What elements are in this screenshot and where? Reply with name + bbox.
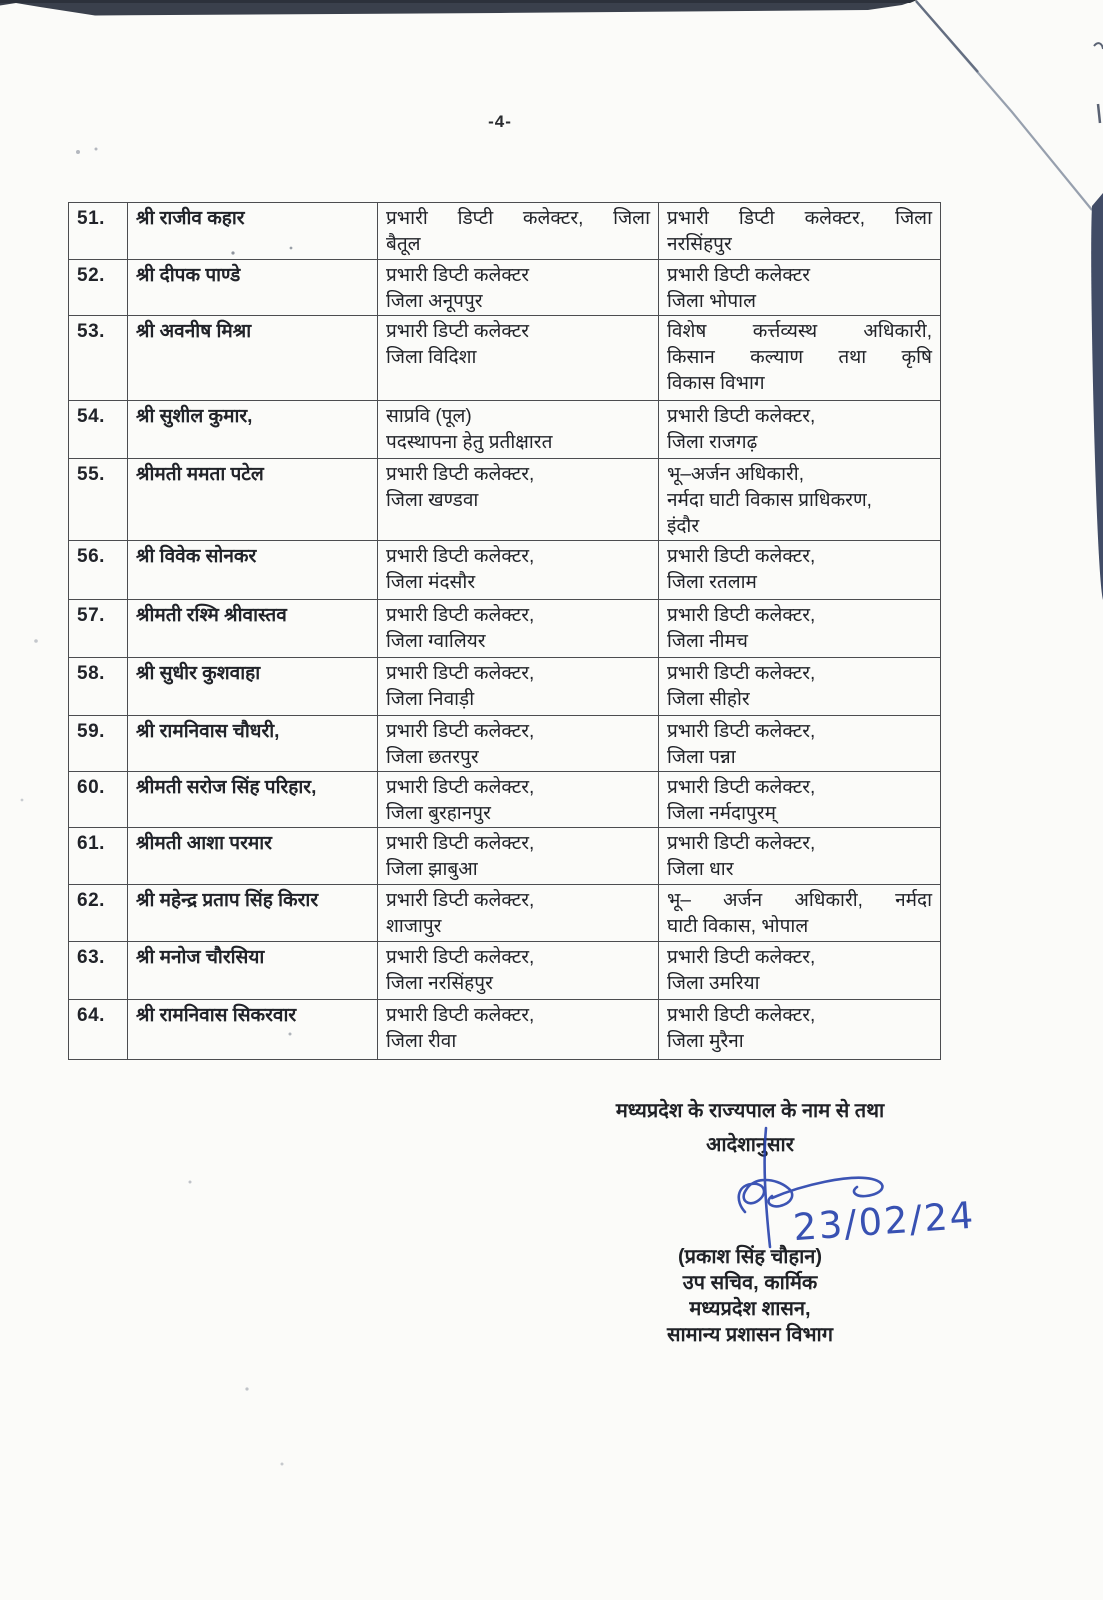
posting-line: प्रभारी डिप्टी कलेक्टर, <box>667 546 816 567</box>
official-name-cell: श्री मनोज चौरसिया <box>128 942 378 1000</box>
posting-line: भू– अर्जन अधिकारी, नर्मदा <box>667 890 932 911</box>
posting-line: प्रभारी डिप्टी कलेक्टर, जिला <box>667 208 932 229</box>
posting-line: प्रभारी डिप्टी कलेक्टर, <box>386 890 535 911</box>
official-name-cell: श्री सुधीर कुशवाहा <box>128 658 378 716</box>
handwritten-date: 23/02/24 <box>791 1193 977 1250</box>
serial-number-cell: 59. <box>69 716 128 772</box>
posting-line: प्रभारी डिप्टी कलेक्टर, <box>386 1005 535 1026</box>
current-posting-cell <box>378 459 659 541</box>
right-edge-background-sliver <box>1091 193 1103 600</box>
posting-line: बैतूल <box>386 234 421 255</box>
signatory-government: मध्यप्रदेश शासन, <box>689 1298 811 1320</box>
posting-line: प्रभारी डिप्टी कलेक्टर, <box>667 406 816 427</box>
official-name-cell: श्री रामनिवास चौधरी, <box>128 716 378 772</box>
posting-line: जिला रतलाम <box>667 572 757 593</box>
table-row <box>69 828 941 885</box>
posting-line: प्रभारी डिप्टी कलेक्टर, <box>667 663 816 684</box>
posting-line: जिला झाबुआ <box>386 859 478 880</box>
posting-line: प्रभारी डिप्टी कलेक्टर, <box>386 777 535 798</box>
posting-line: प्रभारी डिप्टी कलेक्टर, <box>386 833 535 854</box>
posting-line: जिला रीवा <box>386 1031 457 1052</box>
posting-line: प्रभारी डिप्टी कलेक्टर, <box>386 721 535 742</box>
posting-line: जिला विदिशा <box>386 347 477 368</box>
official-name-cell: श्रीमती आशा परमार <box>128 828 378 885</box>
serial-number-cell: 60. <box>69 772 128 828</box>
posting-line: जिला नीमच <box>667 631 748 652</box>
table-row <box>69 541 941 600</box>
posting-line: प्रभारी डिप्टी कलेक्टर, <box>386 546 535 567</box>
new-posting-cell <box>659 260 941 316</box>
serial-number-cell: 53. <box>69 316 128 401</box>
current-posting-cell <box>378 828 659 885</box>
posting-line: प्रभारी डिप्टी कलेक्टर, <box>667 721 816 742</box>
official-name-cell: श्री विवेक सोनकर <box>128 541 378 600</box>
posting-line: जिला निवाड़ी <box>386 689 475 710</box>
new-posting-cell <box>659 541 941 600</box>
signatory-designation: उप सचिव, कार्मिक <box>682 1272 818 1294</box>
official-name-cell: श्री रामनिवास सिकरवार <box>128 1000 378 1060</box>
official-name-cell: श्री सुशील कुमार, <box>128 401 378 459</box>
posting-line: नर्मदा घाटी विकास प्राधिकरण, <box>667 490 872 511</box>
officials-table <box>68 202 941 1060</box>
top-scan-band-core <box>0 0 917 3</box>
table-row <box>69 401 941 459</box>
table-row <box>69 203 941 260</box>
posting-line: जिला सीहोर <box>667 689 750 710</box>
current-posting-cell <box>378 260 659 316</box>
table-row <box>69 885 941 942</box>
posting-line: प्रभारी डिप्टी कलेक्टर, <box>667 833 816 854</box>
officials-table-wrap <box>68 202 940 1060</box>
posting-line: नरसिंहपुर <box>667 234 732 255</box>
current-posting-cell <box>378 541 659 600</box>
table-row <box>69 260 941 316</box>
new-posting-cell <box>659 203 941 260</box>
posting-line: घाटी विकास, भोपाल <box>667 916 809 937</box>
current-posting-cell <box>378 203 659 260</box>
posting-line: जिला उमरिया <box>667 973 760 994</box>
new-posting-cell <box>659 459 941 541</box>
new-posting-cell <box>659 600 941 658</box>
serial-number-cell: 54. <box>69 401 128 459</box>
posting-line: जिला मंदसौर <box>386 572 476 593</box>
current-posting-cell <box>378 1000 659 1060</box>
new-posting-cell <box>659 316 941 401</box>
posting-line: प्रभारी डिप्टी कलेक्टर, <box>386 663 535 684</box>
posting-line: प्रभारी डिप्टी कलेक्टर <box>386 321 530 342</box>
table-row <box>69 772 941 828</box>
table-row <box>69 600 941 658</box>
serial-number-cell: 58. <box>69 658 128 716</box>
official-name-cell: श्रीमती सरोज सिंह परिहार, <box>128 772 378 828</box>
posting-line: प्रभारी डिप्टी कलेक्टर, <box>386 464 535 485</box>
posting-line: जिला नरसिंहपुर <box>386 973 493 994</box>
table-row <box>69 316 941 401</box>
right-edge-mark-1 <box>1094 43 1103 49</box>
posting-line: इंदौर <box>667 516 700 537</box>
posting-line: जिला ग्वालियर <box>386 631 486 652</box>
table-row <box>69 942 941 1000</box>
table-row <box>69 658 941 716</box>
right-edge-mark-2 <box>1098 104 1100 123</box>
posting-line: जिला मुरैना <box>667 1031 744 1052</box>
top-scan-band <box>0 0 917 16</box>
new-posting-cell <box>659 828 941 885</box>
posting-line: प्रभारी डिप्टी कलेक्टर, <box>667 1005 816 1026</box>
posting-line: प्रभारी डिप्टी कलेक्टर <box>667 265 811 286</box>
current-posting-cell <box>378 772 659 828</box>
posting-line: जिला खण्डवा <box>386 490 479 511</box>
current-posting-cell <box>378 942 659 1000</box>
page-number: -4- <box>488 112 512 131</box>
posting-line: प्रभारी डिप्टी कलेक्टर, <box>667 605 816 626</box>
serial-number-cell: 52. <box>69 260 128 316</box>
posting-line: प्रभारी डिप्टी कलेक्टर <box>386 265 530 286</box>
page-corner-fold-line-dark <box>916 1 978 72</box>
current-posting-cell <box>378 885 659 942</box>
posting-line: जिला छतरपुर <box>386 747 479 768</box>
new-posting-cell <box>659 1000 941 1060</box>
posting-line: जिला पन्ना <box>667 747 736 768</box>
posting-line: शाजापुर <box>386 916 442 937</box>
posting-line: जिला धार <box>667 859 734 880</box>
posting-line: प्रभारी डिप्टी कलेक्टर, <box>386 605 535 626</box>
official-name-cell: श्री दीपक पाण्डे <box>128 260 378 316</box>
current-posting-cell <box>378 401 659 459</box>
posting-line: जिला नर्मदापुरम् <box>667 803 776 824</box>
new-posting-cell <box>659 885 941 942</box>
order-line: आदेशानुसार <box>706 1134 794 1156</box>
posting-line: पदस्थापना हेतु प्रतीक्षारत <box>386 432 553 453</box>
posting-line: किसान कल्याण तथा कृषि <box>667 347 932 368</box>
posting-line: साप्रवि (पूल) <box>386 406 472 427</box>
current-posting-cell <box>378 316 659 401</box>
current-posting-cell <box>378 658 659 716</box>
signatory-name: (प्रकाश सिंह चौहान) <box>677 1246 823 1268</box>
current-posting-cell <box>378 716 659 772</box>
serial-number-cell: 55. <box>69 459 128 541</box>
serial-number-cell: 61. <box>69 828 128 885</box>
current-posting-cell <box>378 600 659 658</box>
new-posting-cell <box>659 772 941 828</box>
table-row <box>69 716 941 772</box>
posting-line: जिला बुरहानपुर <box>386 803 491 824</box>
posting-line: प्रभारी डिप्टी कलेक्टर, <box>667 947 816 968</box>
serial-number-cell: 62. <box>69 885 128 942</box>
officials-table-body <box>69 203 941 1060</box>
posting-line: जिला राजगढ़ <box>667 432 758 453</box>
posting-line: प्रभारी डिप्टी कलेक्टर, जिला <box>386 208 650 229</box>
page-corner-fold-line <box>916 1 1092 210</box>
authority-line: मध्यप्रदेश के राज्यपाल के नाम से तथा <box>615 1100 885 1122</box>
official-name-cell: श्री राजीव कहार <box>128 203 378 260</box>
table-row <box>69 459 941 541</box>
new-posting-cell <box>659 401 941 459</box>
official-name-cell: श्रीमती ममता पटेल <box>128 459 378 541</box>
serial-number-cell: 51. <box>69 203 128 260</box>
posting-line: विशेष कर्त्तव्यस्थ अधिकारी, <box>667 321 932 342</box>
posting-line: जिला अनूपपुर <box>386 291 483 312</box>
posting-line: प्रभारी डिप्टी कलेक्टर, <box>386 947 535 968</box>
posting-line: विकास विभाग <box>667 373 765 394</box>
posting-line: प्रभारी डिप्टी कलेक्टर, <box>667 777 816 798</box>
serial-number-cell: 57. <box>69 600 128 658</box>
serial-number-cell: 56. <box>69 541 128 600</box>
signatory-department: सामान्य प्रशासन विभाग <box>666 1324 834 1346</box>
official-name-cell: श्रीमती रश्मि श्रीवास्तव <box>128 600 378 658</box>
new-posting-cell <box>659 942 941 1000</box>
table-row <box>69 1000 941 1060</box>
posting-line: जिला भोपाल <box>667 291 756 312</box>
new-posting-cell <box>659 716 941 772</box>
serial-number-cell: 63. <box>69 942 128 1000</box>
official-name-cell: श्री महेन्द्र प्रताप सिंह किरार <box>128 885 378 942</box>
serial-number-cell: 64. <box>69 1000 128 1060</box>
posting-line: भू–अर्जन अधिकारी, <box>667 464 804 485</box>
official-name-cell: श्री अवनीष मिश्रा <box>128 316 378 401</box>
new-posting-cell <box>659 658 941 716</box>
